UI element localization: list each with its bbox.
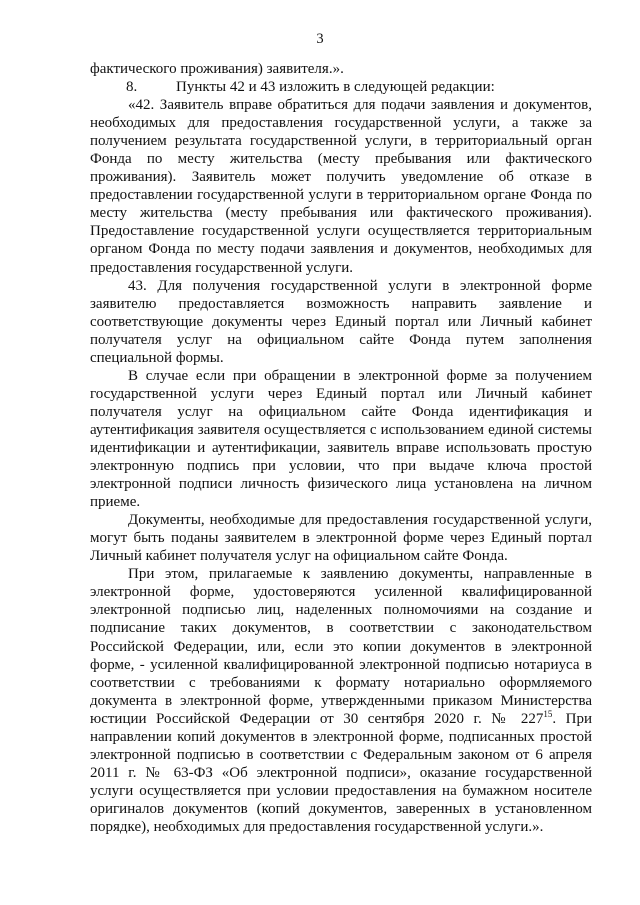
paragraph-clause-42: «42. Заявитель вправе обратиться для подачи заявления и документов, необходимых для предоставления государственной услуги, а также за получением результата государственной услуги, в территориальный орган Фонда по месту жительства (месту пребывания или фактического проживания). Заявитель может получить уведомление об отказе в предоставлении государственной услуги в территориальном органе Фонда по месту жительства (месту пребывания или фактического проживания). Предоставление государственной услуги осуществляется территориальным органом Фонда по месту подачи заявления и документов, необходимых для предоставления государственной услуги. [90,97,592,276]
signature-text-continued: . При направлении копий документов в электронной форме, подписанных простой электронной подписью в соответствии с Федеральным законом от 6 апреля 2011 г. № 63-ФЗ «Об электронной подписи», оказание государственной услуги осуществляется при условии предоставления на бумажном носителе оригиналов документов (копий документов, заверенных в установленном порядке), необходимых для предоставления государственной услуги.». [90,710,592,835]
page-number: 3 [316,31,324,47]
signature-text: При этом, прилагаемые к заявлению документы, направленные в электронной форме, удостоверяются усиленной квалифицированной электронной подписью лиц, наделенных полномочиями на создание и подписание таких документов, в соответствии с законодательством Российской Федерации, или, если это копии документов в электронной форме, - усиленной квалифицированной электронной подписью нотариуса в соответствии с требованиями к формату нотариально оформляемого документа в электронной форме, утвержденными приказом Министерства юстиции Российской Федерации от 30 сентября 2020 г. № 227 [90,566,592,727]
item-number: 8. [126,79,138,96]
document-body [90,60,592,836]
item-text: Пункты 42 и 43 изложить в следующей редакции: [176,79,495,96]
paragraph-signature-requirements [90,565,592,836]
paragraph-documents-submission: Документы, необходимые для предоставления государственной услуги, могут быть поданы заявителем в электронной форме через Единый портал Личный кабинет получателя услуг на официальном сайте Фонда. [90,512,592,565]
paragraph-continuation: фактического проживания) заявителя.». [90,61,344,77]
paragraph-clause-43: 43. Для получения государственной услуги в электронной форме заявителю предоставляется возможность направить заявление и соответствующие документы через Единый портал или Личный кабинет получателя услуг на официальном сайте Фонда путем заполнения специальной формы. [90,277,592,366]
paragraph-item-8 [90,78,592,96]
footnote-marker: 15 [543,708,553,719]
paragraph-electronic-identification: В случае если при обращении в электронной форме за получением государственной услуги через Единый портал или Личный кабинет получателя услуг на официальном сайте Фонда идентификация и аутентификация заявителя осуществляется с использованием единой системы идентификации и аутентификации, заявитель вправе использовать простую электронную подпись при условии, что при выдаче ключа простой электронной подписи личность физического лица установлена на личном приеме. [90,367,592,511]
